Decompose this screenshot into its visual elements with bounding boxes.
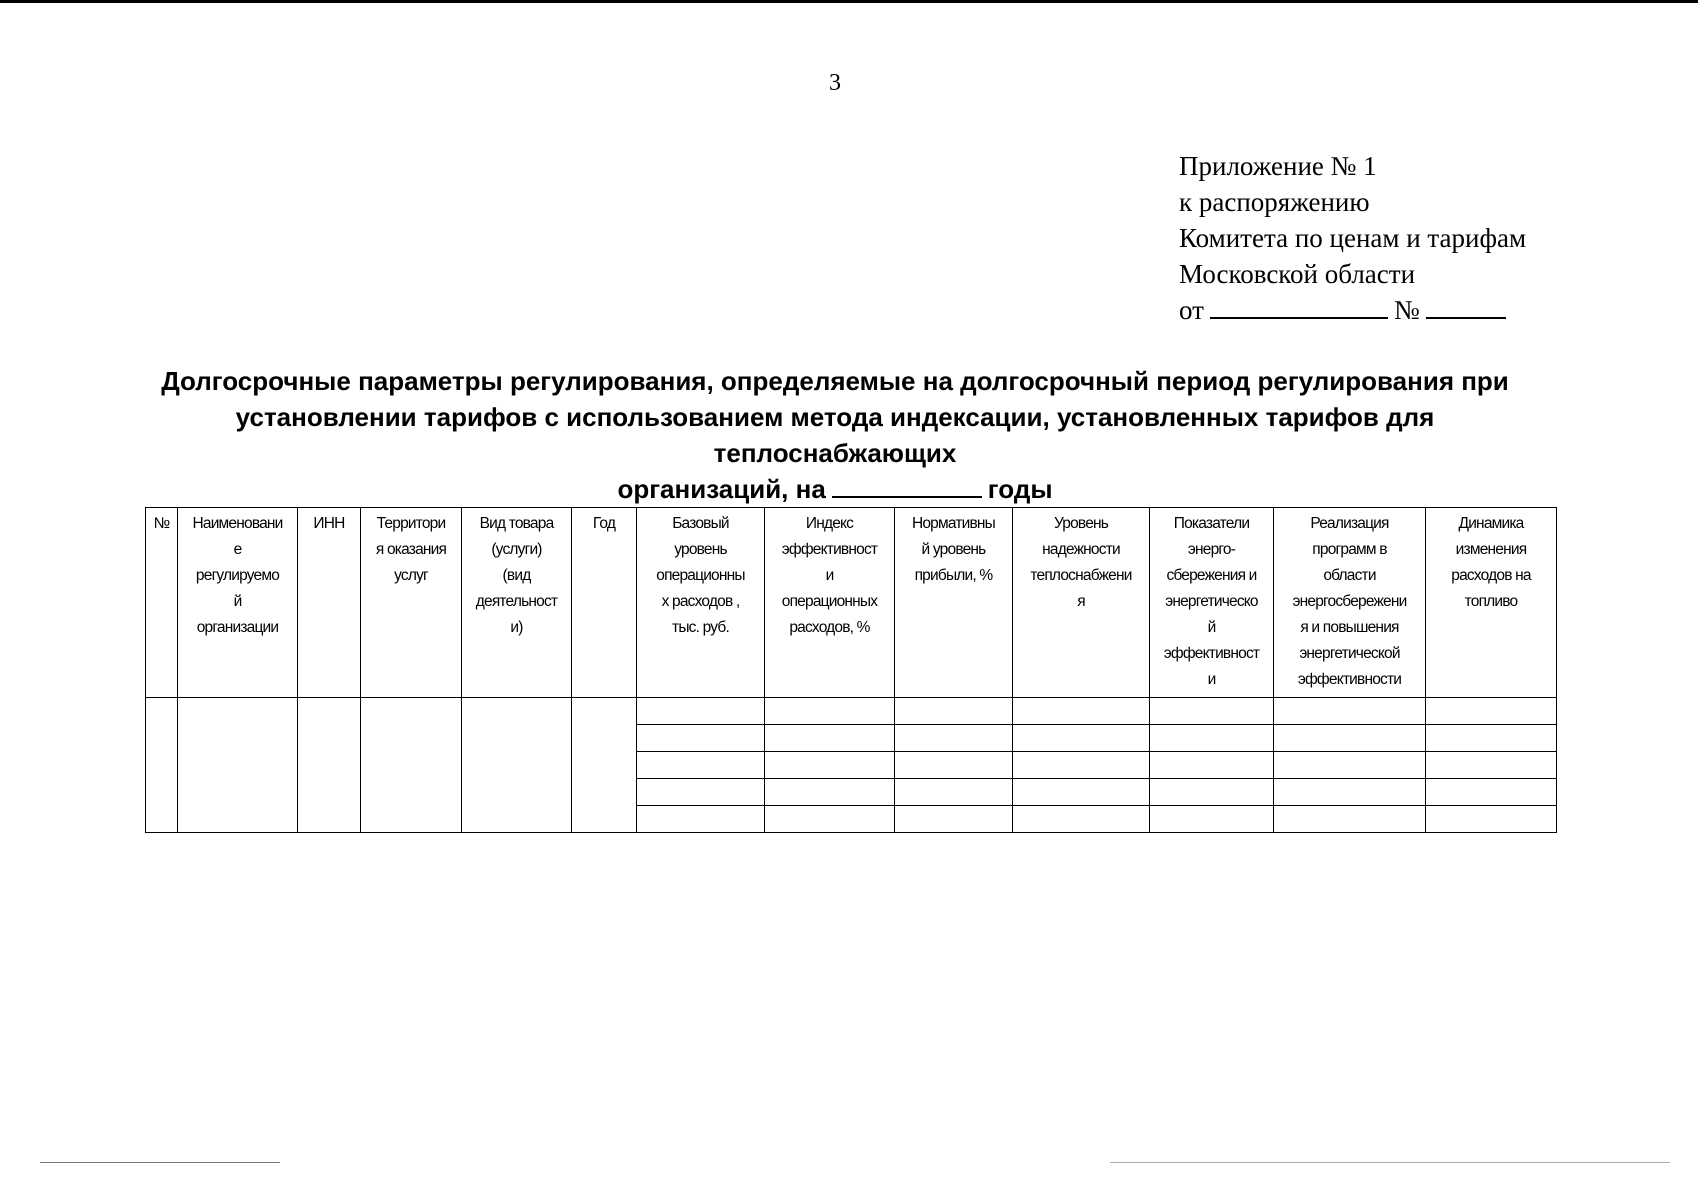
page-top-border [0,0,1698,3]
table-cell [1274,779,1426,806]
table-cell [637,806,765,833]
table-cell [1150,725,1274,752]
table-cell [1274,752,1426,779]
table-header-row [146,508,1557,698]
parameters-table [145,507,1557,833]
header-efficiency-index: Индекс эффективност и операционных расходов, % [765,508,895,698]
appendix-line-2: к распоряжению [1179,187,1370,217]
table-cell [1013,806,1150,833]
header-reliability-level: Уровень надежности теплоснабжени я [1013,508,1150,698]
title-line-3-suffix: годы [987,474,1053,504]
table-cell [1150,698,1274,725]
table-cell [1150,779,1274,806]
table-cell [1426,806,1557,833]
table-body [146,698,1557,833]
table-cell [895,779,1013,806]
table-cell [895,725,1013,752]
table-cell [1013,698,1150,725]
merged-cell [361,698,462,833]
table-cell [765,752,895,779]
appendix-block [1179,148,1526,328]
appendix-number-sign: № [1393,295,1420,325]
title-line-2: установлении тарифов с использованием метода индексации, установленных тарифов для теплоснабжающих [235,402,1435,468]
table-cell [637,698,765,725]
merged-cell [572,698,637,833]
table-cell [1426,725,1557,752]
merged-cell [178,698,298,833]
title-line-3 [120,471,1550,507]
table-cell [1013,752,1150,779]
merged-cell [462,698,572,833]
table-cell [765,698,895,725]
table-cell [1013,779,1150,806]
header-fuel-cost-dynamics: Динамика изменения расходов на топливо [1426,508,1557,698]
date-blank [1210,295,1388,319]
header-organization-name: Наименовани е регулируемо й организации [178,508,298,698]
table-cell [895,806,1013,833]
table-cell [1426,752,1557,779]
table-cell [895,698,1013,725]
table-cell [1426,779,1557,806]
appendix-line-3: Комитета по ценам и тарифам [1179,223,1527,253]
appendix-line-1: Приложение № 1 [1179,151,1377,181]
header-goods-type: Вид товара (услуги) (вид деятельност и) [462,508,572,698]
title-line-3-prefix: организаций, на [617,474,826,504]
footer-scan-line [1110,1162,1670,1163]
table-cell [765,725,895,752]
header-energy-saving-indicators: Показатели энерго- сбережения и энергетическо й эффективност и [1150,508,1274,698]
table-cell [1274,698,1426,725]
header-program-implementation: Реализация программ в области энергосбережени я и повышения энергетической эффективности [1274,508,1426,698]
table-cell [765,779,895,806]
number-blank [1426,295,1506,319]
table-cell [1013,725,1150,752]
table-cell [637,779,765,806]
header-service-territory: Территори я оказания услуг [361,508,462,698]
table-cell [637,752,765,779]
header-normative-profit: Нормативны й уровень прибыли, % [895,508,1013,698]
table-cell [765,806,895,833]
page-number: 3 [829,70,841,96]
table-cell [1150,752,1274,779]
merged-cell [146,698,178,833]
document-title [120,363,1550,507]
table-cell [1274,806,1426,833]
years-blank [832,474,982,498]
table-cell [1150,806,1274,833]
appendix-line-4: Московской области [1179,259,1416,289]
header-base-opex: Базовый уровень операционны х расходов , тыс. руб. [637,508,765,698]
appendix-date-prefix: от [1179,295,1204,325]
title-line-1: Долгосрочные параметры регулирования, определяемые на долгосрочный период регулирования при [161,366,1509,396]
header-inn: ИНН [298,508,361,698]
table-cell [895,752,1013,779]
appendix-date-line [1179,292,1526,328]
merged-cell [298,698,361,833]
header-number: № [146,508,178,698]
table-cell [637,725,765,752]
table-row [146,698,1557,725]
header-year: Год [572,508,637,698]
footer-scan-line [40,1162,280,1163]
table-cell [1426,698,1557,725]
table-cell [1274,725,1426,752]
